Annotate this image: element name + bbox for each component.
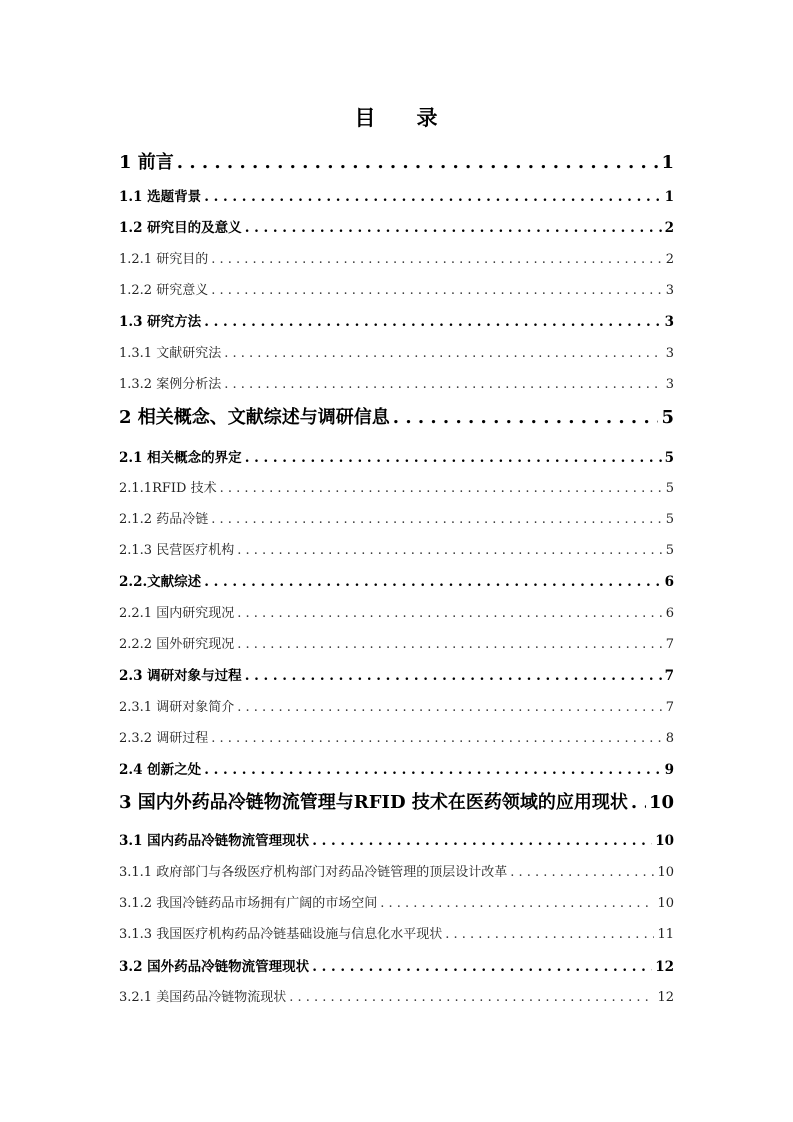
toc-entry-title: 3 国内外药品冷链物流管理与RFID 技术在医药领域的应用现状 (119, 792, 628, 813)
toc-entry-page-number: 6 (665, 606, 674, 621)
toc-entry-title: 2.3.2 调研过程 (119, 731, 209, 746)
toc-entry-title: 2.1.1RFID 技术 (119, 481, 217, 496)
toc-entry[interactable] (119, 602, 674, 622)
toc-entry[interactable] (119, 508, 674, 528)
dot-leader (445, 927, 654, 942)
toc-entry-title: 2.4 创新之处 (119, 762, 202, 778)
toc-entry[interactable] (119, 633, 674, 653)
toc-entry[interactable] (119, 788, 674, 814)
toc-entry-page-number: 1 (661, 152, 674, 173)
toc-entry[interactable] (119, 923, 674, 943)
dot-leader (211, 283, 663, 298)
toc-entry-page-number: 5 (661, 407, 674, 428)
dot-leader (380, 896, 654, 911)
toc-entry-title: 1.1 选题背景 (119, 189, 202, 205)
dot-leader (204, 314, 661, 330)
toc-entry[interactable] (119, 664, 674, 684)
toc-entry-title: 1.2 研究目的及意义 (119, 220, 242, 236)
dot-leader (631, 792, 646, 813)
toc-entry[interactable] (119, 727, 674, 747)
toc-entry[interactable] (119, 477, 674, 497)
dot-leader (245, 668, 662, 684)
toc-entry[interactable] (119, 539, 674, 559)
toc-entry[interactable] (119, 892, 674, 912)
toc-entry-title: 3.2.1 美国药品冷链物流现状 (119, 990, 287, 1005)
dot-leader (312, 833, 652, 849)
toc-entry-page-number: 12 (657, 990, 674, 1005)
toc-entry-page-number: 7 (665, 700, 674, 715)
dot-leader (211, 512, 663, 527)
dot-leader (211, 731, 663, 746)
dot-leader (177, 152, 659, 173)
dot-leader (237, 543, 663, 558)
toc-entry-title: 1.2.1 研究目的 (119, 252, 209, 267)
toc-entry[interactable] (119, 570, 674, 590)
toc-entry[interactable] (119, 310, 674, 330)
dot-leader (312, 959, 652, 975)
dot-leader (237, 606, 663, 621)
toc-entry-title: 2.1 相关概念的界定 (119, 450, 242, 466)
toc-entry[interactable] (119, 696, 674, 716)
dot-leader (245, 450, 662, 466)
dot-leader (289, 990, 654, 1005)
toc-entry[interactable] (119, 446, 674, 466)
toc-entry[interactable] (119, 279, 674, 299)
toc-entry-page-number: 2 (665, 252, 674, 267)
title-char-right: 录 (416, 105, 439, 130)
toc-entry-page-number: 10 (648, 792, 674, 813)
dot-leader (224, 377, 663, 392)
toc-entry-title: 3.1.2 我国冷链药品市场拥有广阔的市场空间 (119, 896, 378, 911)
toc-entry-title: 3.1 国内药品冷链物流管理现状 (119, 833, 310, 849)
toc-entry[interactable] (119, 148, 674, 174)
dot-leader (204, 762, 661, 778)
toc-entry[interactable] (119, 955, 674, 975)
toc-entry-page-number: 6 (664, 574, 674, 590)
toc-entry-page-number: 10 (655, 833, 674, 849)
toc-entry-page-number: 9 (664, 762, 674, 778)
dot-leader (237, 637, 663, 652)
toc-entry[interactable] (119, 248, 674, 268)
toc-entry-page-number: 3 (664, 314, 674, 330)
toc-entry-page-number: 10 (657, 865, 674, 880)
dot-leader (220, 481, 663, 496)
toc-entry-title: 2.2.1 国内研究现况 (119, 606, 235, 621)
toc-entry-title: 2.2.2 国外研究现况 (119, 637, 235, 652)
toc-entry[interactable] (119, 403, 674, 429)
dot-leader (204, 574, 661, 590)
toc-entry-title: 2.2.文献综述 (119, 574, 202, 590)
dot-leader (237, 700, 663, 715)
toc-entry-title: 2.1.3 民营医疗机构 (119, 543, 235, 558)
toc-entry-title: 2.1.2 药品冷链 (119, 512, 209, 527)
dot-leader (245, 220, 662, 236)
toc-entry[interactable] (119, 829, 674, 849)
toc-entry-title: 1.3.1 文献研究法 (119, 346, 222, 361)
toc-entry-title: 2.3.1 调研对象简介 (119, 700, 235, 715)
toc-entry-title: 3.2 国外药品冷链物流管理现状 (119, 959, 310, 975)
toc-entry-page-number: 2 (664, 220, 674, 236)
toc-entry[interactable] (119, 758, 674, 778)
toc-entry-page-number: 11 (657, 927, 674, 942)
toc-entry-title: 1.2.2 研究意义 (119, 283, 209, 298)
toc-entry-page-number: 1 (664, 189, 674, 205)
toc-entry[interactable] (119, 373, 674, 393)
toc-entry-page-number: 5 (665, 543, 674, 558)
toc-entry-page-number: 7 (665, 637, 674, 652)
dot-leader (211, 252, 663, 267)
toc-entry-title: 1 前言 (119, 152, 174, 173)
toc-entry-page-number: 3 (665, 377, 674, 392)
title-char-left: 目 (354, 105, 377, 130)
dot-leader (393, 407, 659, 428)
toc-entry-page-number: 5 (665, 512, 674, 527)
toc-entry[interactable] (119, 986, 674, 1006)
toc-entry-title: 2 相关概念、文献综述与调研信息 (119, 407, 390, 428)
toc-entry-title: 3.1.3 我国医疗机构药品冷链基础设施与信息化水平现状 (119, 927, 443, 942)
toc-entry-page-number: 3 (665, 346, 674, 361)
toc-entry-page-number: 5 (665, 481, 674, 496)
toc-entry-title: 1.3 研究方法 (119, 314, 202, 330)
dot-leader (204, 189, 661, 205)
dot-leader (510, 865, 654, 880)
toc-entry-title: 2.3 调研对象与过程 (119, 668, 242, 684)
toc-entry-page-number: 5 (664, 450, 674, 466)
dot-leader (224, 346, 663, 361)
toc-entry[interactable] (119, 185, 674, 205)
toc-entry[interactable] (119, 861, 674, 881)
toc-entry-title: 3.1.1 政府部门与各级医疗机构部门对药品冷链管理的顶层设计改革 (119, 865, 508, 880)
toc-entry-page-number: 3 (665, 283, 674, 298)
toc-entry[interactable] (119, 342, 674, 362)
toc-entry[interactable] (119, 216, 674, 236)
toc-entry-page-number: 8 (665, 731, 674, 746)
toc-entry-page-number: 7 (664, 668, 674, 684)
toc-entry-page-number: 12 (655, 959, 674, 975)
toc-entry-page-number: 10 (657, 896, 674, 911)
toc-entry-title: 1.3.2 案例分析法 (119, 377, 222, 392)
